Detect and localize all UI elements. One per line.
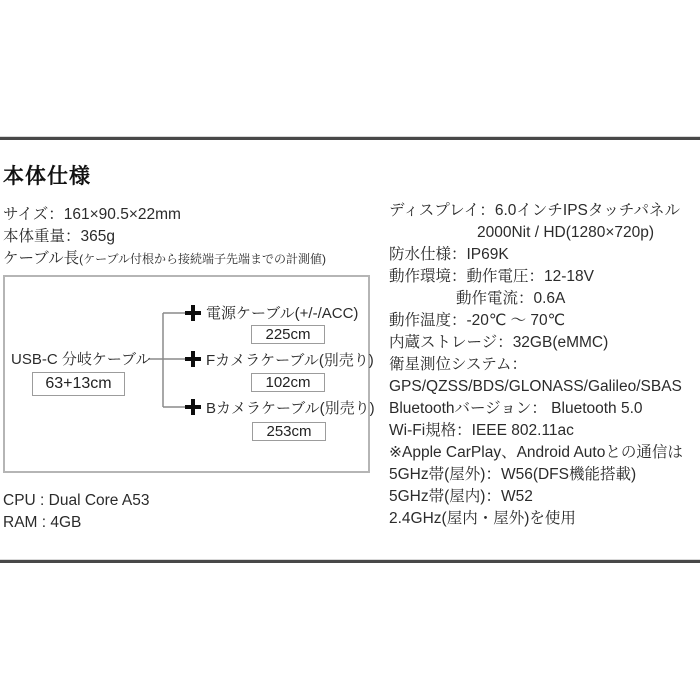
spec-size: サイズ：161×90.5×22mm bbox=[3, 206, 181, 223]
spec-cpu: CPU : Dual Core A53 bbox=[3, 492, 150, 509]
cable-root-label: USB-C 分岐ケーブル bbox=[11, 351, 151, 368]
spec-line-display-2: 2000Nit / HD(1280×720p) bbox=[477, 224, 655, 241]
cable-length-label: ケーブル長 bbox=[3, 250, 80, 267]
spec-line-24ghz: 2.4GHz(屋内・屋外)を使用 bbox=[389, 510, 576, 527]
section-title: 本体仕様 bbox=[3, 165, 91, 188]
spec-cable-length bbox=[3, 250, 326, 268]
spec-ram: RAM : 4GB bbox=[3, 514, 82, 531]
spec-line-voltage: 動作環境：動作電圧：12-18V bbox=[389, 268, 594, 285]
cable-root-length: 63+13cm bbox=[32, 372, 125, 396]
bottom-divider-rule bbox=[0, 559, 700, 563]
cable-branch-label: Bカメラケーブル(別売り) bbox=[206, 400, 375, 417]
plus-icon bbox=[185, 351, 201, 367]
cable-branch-length: 102cm bbox=[251, 373, 325, 392]
top-divider-rule bbox=[0, 136, 700, 140]
detail-spec-list bbox=[389, 200, 700, 530]
cable-diagram-box bbox=[3, 275, 375, 473]
spec-line-gnss-systems: GPS/QZSS/BDS/GLONASS/Galileo/SBAS bbox=[389, 378, 682, 395]
spec-line-current: 動作電流：0.6A bbox=[456, 290, 566, 307]
spec-line-waterproof: 防水仕様：IP69K bbox=[389, 246, 509, 263]
spec-line-display: ディスプレイ：6.0インチIPSタッチパネル bbox=[389, 202, 680, 219]
cable-length-note: (ケーブル付根から接続端子先端までの計測値) bbox=[79, 252, 327, 266]
spec-line-bluetooth: Bluetoothバージョン： Bluetooth 5.0 bbox=[389, 400, 643, 417]
spec-line-storage: 内蔵ストレージ：32GB(eMMC) bbox=[389, 334, 609, 351]
spec-line-wifi: Wi-Fi規格：IEEE 802.11ac bbox=[389, 422, 574, 439]
plus-icon bbox=[185, 399, 201, 415]
cable-branch-length: 253cm bbox=[252, 422, 326, 441]
spec-line-gnss-label: 衛星測位システム： bbox=[389, 356, 527, 373]
spec-line-5ghz-indoor: 5GHz帯(屋内)：W52 bbox=[389, 488, 533, 505]
spec-line-carplay-note: ※Apple CarPlay、Android Autoとの通信は bbox=[389, 444, 683, 461]
spec-line-temperature: 動作温度：-20℃ ～ 70℃ bbox=[389, 312, 566, 329]
cable-branch-label: 電源ケーブル(+/-/ACC) bbox=[206, 305, 359, 322]
plus-icon bbox=[185, 305, 201, 321]
spec-line-5ghz-outdoor: 5GHz帯(屋外)：W56(DFS機能搭載) bbox=[389, 466, 637, 483]
cable-branch-length: 225cm bbox=[251, 325, 325, 344]
spec-weight: 本体重量：365g bbox=[3, 228, 115, 245]
cable-branch-label: Fカメラケーブル(別売り) bbox=[206, 352, 374, 369]
